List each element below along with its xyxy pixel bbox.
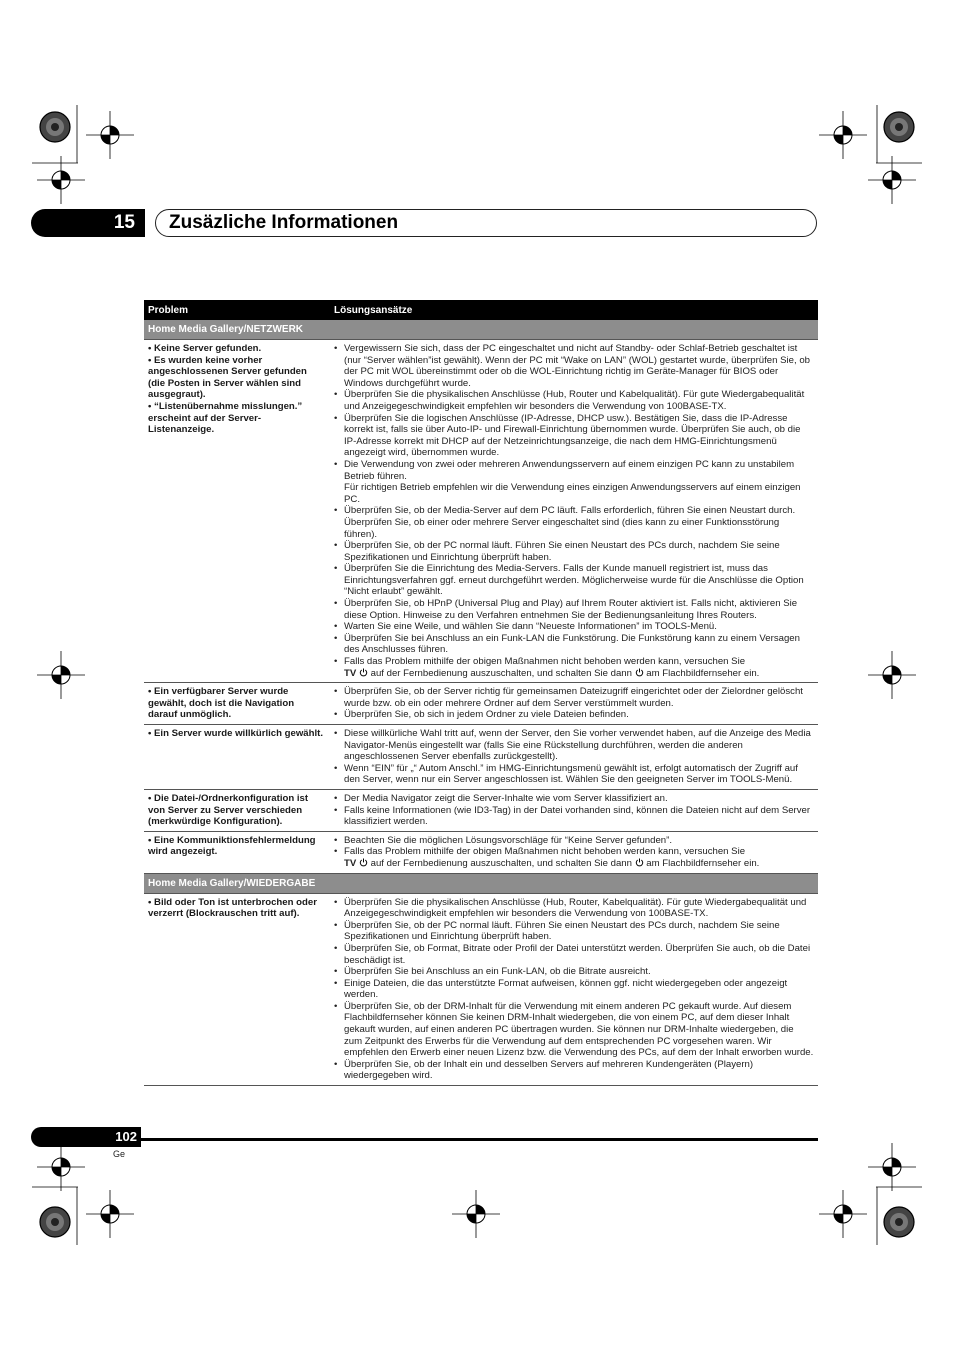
solution-item [334, 413, 814, 459]
problem-cell [144, 789, 330, 831]
section-title: Home Media Gallery/NETZWERK [144, 320, 818, 340]
section-row [144, 873, 818, 893]
page-number: 102 [31, 1127, 141, 1147]
table-row [144, 831, 818, 873]
solution-text: Überprüfen Sie, ob der PC normal läuft. Führen Sie einen Neustart des PCs durch, nachdem Sie seine Spezifikationen und Einrichtung überprüft haben. [344, 540, 780, 563]
table-row [144, 893, 818, 1086]
table-header-row [144, 300, 818, 320]
tv-button-label: TV [344, 857, 357, 869]
solution-text: Der Media Navigator zeigt die Server-Inhalte wie vom Server klassifiziert an. [344, 792, 668, 804]
solution-item [334, 943, 814, 966]
solutions-list [334, 686, 814, 721]
solution-text: Überprüfen Sie die physikalischen Anschlüsse (Hub, Router, Kabelqualität). Für gute Wiedergabequalität und Anzeigegeschwindigkeit empfehlen wir besonders die Verwendung von 100BASE-TX. [344, 896, 807, 920]
problem-text: • Die Datei-/Ordnerkonfiguration ist von Server zu Server verschieden (merkwürdige Konfiguration). [148, 792, 309, 828]
chapter-title: Zusäzliche Informationen [169, 212, 399, 233]
problem-cell [144, 683, 330, 725]
solution-item [334, 728, 814, 763]
solutions-cell [330, 789, 818, 831]
solution-text: Falls das Problem mithilfe der obigen Maßnahmen nicht behoben werden kann, versuchen Sie [344, 846, 746, 858]
troubleshooting-table [144, 300, 818, 1086]
solution-text: Falls das Problem mithilfe der obigen Maßnahmen nicht behoben werden kann, versuchen Sie [344, 656, 746, 668]
solution-item [334, 897, 814, 920]
solution-text: Überprüfen Sie, ob der Server richtig für gemeinsamen Dateizugriff eingerichtet oder der Zielordner gelöscht wurde bzw. ob ein oder mehrere Ordner auf dem Server verstümmelt wurden. [344, 686, 803, 709]
solution-item [334, 686, 814, 709]
power-icon [359, 668, 368, 677]
solutions-list [334, 343, 814, 679]
solutions-cell [330, 831, 818, 873]
solution-item [334, 805, 814, 828]
solution-text: Warten Sie eine Weile, und wählen Sie dann “Neueste Informationen” im TOOLS-Menü. [344, 621, 717, 633]
problem-text: • Eine Kommuniktionsfehlermeldung wird angezeigt. [148, 834, 316, 858]
instruction-text: auf der Fernbedienung auszuschalten, und schalten Sie dann [367, 857, 635, 869]
solutions-list [334, 793, 814, 828]
problem-text: • Ein Server wurde willkürlich gewählt. [148, 728, 324, 739]
solutions-list [334, 897, 814, 1083]
solution-text: Diese willkürliche Wahl tritt auf, wenn der Server, den Sie vorher verwendet haben, auf die Anzeige des Media Navigator-Menüs eingestellt war (falls Sie eine Rückstellung durchführen, werden die anderen angeschlossenen Server ebenfalls zurückgestellt). [344, 728, 811, 763]
tv-power-instruction [344, 668, 759, 679]
solution-item [334, 846, 814, 869]
language-code: Ge [113, 1149, 126, 1159]
solution-text: Überprüfen Sie, ob HPnP (Universal Plug and Play) auf Ihrem Router aktiviert ist. Falls nicht, aktivieren Sie diese Option. Hinweise zu den Verfahren entnehmen Sie der Bedienungsanleitung Ihres Routers. [344, 598, 798, 621]
section-title: Home Media Gallery/WIEDERGABE [144, 873, 818, 893]
footer-rule [141, 1138, 818, 1141]
problem-cell [144, 893, 330, 1086]
instruction-text: auf der Fernbedienung auszuschalten, und schalten Sie dann [367, 667, 635, 679]
solutions-cell [330, 893, 818, 1086]
problem-cell [144, 340, 330, 683]
solution-text: Wenn “EIN” für „“ Autom Anschl.” im HMG-Einrichtungsmenü gewählt ist, erfolgt automatisch der Zugriff auf den Server, wenn nur ein Server angeschlossen ist. Wählen Sie den geeigneten Server im TOOLS-Menü. [344, 762, 798, 786]
solution-item [334, 505, 814, 540]
problem-text: • Ein verfügbarer Server wurde gewählt, doch ist die Navigation darauf unmöglich. [148, 686, 295, 721]
solution-item [334, 966, 814, 978]
solution-item [334, 920, 814, 943]
solution-text: Überprüfen Sie, ob Format, Bitrate oder Profil der Datei unterstützt werden. Überprüfen Sie auch, ob die Datei beschädigt ist. [344, 942, 811, 966]
solution-text: Vergewissern Sie sich, dass der PC eingeschaltet und nicht auf Standby- oder Schlaf-Betrieb geschaltet ist (nur “Server wählen”ist gewählt). Wenn der PC mit “Wake on LAN” (WOL) gestartet wurde, überprüfen Sie, ob der PC mit WOL übereinstimmt oder ob die WOL-Einrichtung richtig im Geräte-Manager für BIOS oder Windows durchgeführt wurde. [344, 343, 811, 389]
solution-item [334, 793, 814, 805]
solution-item [334, 835, 814, 847]
problem-text: • Es wurden keine vorher angeschlossenen Server gefunden (die Posten in Server wählen sind ausgegraut). [148, 354, 307, 401]
solutions-list [334, 835, 814, 870]
solution-text: Überprüfen Sie bei Anschluss an ein Funk-LAN die Funkstörung. Die Funkstörung kann zu einem Versagen des Anschlusses führen. [344, 632, 800, 656]
solutions-cell [330, 340, 818, 683]
solution-text: Einige Dateien, die das unterstützte Format aufweisen, können ggf. nicht wiedergegeben oder angezeigt werden. [344, 977, 788, 1001]
solution-item [334, 459, 814, 505]
solution-text: Die Verwendung von zwei oder mehreren Anwendungsservern auf einem einzigen PC kann zu unstabilem Betrieb führen. Für richtigen Betrieb empfehlen wir die Verwendung eines einzigen Anwendungsservers auf einem einzigen PC. [344, 458, 801, 505]
solution-text: Überprüfen Sie die Einrichtung des Media-Servers. Falls der Kunde manuell registriert ist, muss das Einrichtungsverfahren ggf. erneut durchgeführt werden. Möglicherweise wurde für die Anschlüsse die Option “Nicht erlaubt” gewählt. [344, 563, 804, 598]
instruction-text: am Flachbildfernseher ein. [643, 667, 760, 679]
solution-item [334, 621, 814, 633]
section-row [144, 320, 818, 340]
solution-item [334, 343, 814, 389]
solution-text: Überprüfen Sie, ob der PC normal läuft. Führen Sie einen Neustart des PCs durch, nachdem Sie seine Spezifikationen und Einrichtung überprüft haben. [344, 919, 780, 943]
solution-item [334, 1059, 814, 1082]
table-row [144, 683, 818, 725]
solution-text: Beachten Sie die möglichen Lösungsvorschläge für “Keine Server gefunden”. [344, 834, 672, 846]
chapter-number: 15 [31, 209, 145, 237]
tv-button-label: TV [344, 667, 357, 679]
table-row [144, 725, 818, 790]
solution-text: Überprüfen Sie die physikalischen Anschlüsse (Hub, Router und Kabelqualität). Für gute Wiedergabequalität und Anzeigegeschwindigkeit empfehlen wir besonders die Verwendung von 100BASE-TX. [344, 389, 805, 412]
instruction-text: am Flachbildfernseher ein. [643, 857, 760, 869]
power-icon [359, 858, 368, 867]
solution-text: Überprüfen Sie, ob der Media-Server auf dem PC läuft. Falls erforderlich, führen Sie einen Neustart durch. Überprüfen Sie, ob einer oder mehrere Server eingeschaltet sind (dies kann zu einer Funktionsstörung führen). [344, 505, 796, 540]
solution-item [334, 709, 814, 721]
table-row [144, 789, 818, 831]
problem-cell [144, 725, 330, 790]
solution-item [334, 763, 814, 786]
solution-item [334, 978, 814, 1001]
header-problem: Problem [144, 300, 330, 320]
problem-text: • Bild oder Ton ist unterbrochen oder verzerrt (Blockrauschen tritt auf). [148, 896, 317, 920]
solutions-list [334, 728, 814, 786]
solution-text: Überprüfen Sie, ob der Inhalt ein und desselben Servers auf mehreren Kundengeräten (Playern) wiedergegeben wird. [344, 1058, 754, 1082]
solutions-cell [330, 725, 818, 790]
tv-power-instruction [344, 858, 759, 869]
solution-item [334, 656, 814, 679]
problem-cell [144, 831, 330, 873]
power-icon [635, 668, 644, 677]
header-solutions: Lösungsansätze [330, 300, 818, 320]
solution-item [334, 389, 814, 412]
table-row [144, 340, 818, 683]
solution-item [334, 633, 814, 656]
solution-text: Überprüfen Sie bei Anschluss an ein Funk-LAN, ob die Bitrate ausreicht. [344, 966, 651, 978]
solution-text: Überprüfen Sie, ob der DRM-Inhalt für die Verwendung mit einem anderen PC gekauft wurde. Auf diesem Flachbildfernseher können Sie keinen DRM-Inhalt wiedergeben, die von einem PC, auf dem dieser Inhalt gekauft wurden, auf einen anderen PC übertragen wurden. Sie können nur DRM-Inhalte wiedergeben, die zum Zeitpunkt des Erwerbs für die Verwendung auf dem entsprechenden PC vorgesehen waren. Wir empfehlen den Erwerb einer neuen Lizenz bzw. die Verwendung des PCs, auf dem der Inhalt erworben wurde. [344, 1000, 814, 1059]
solution-item [334, 540, 814, 563]
solution-text: Falls keine Informationen (wie ID3-Tag) in der Datei vorhanden sind, können die Dateien nicht auf dem Server klassifiziert werden. [344, 804, 811, 828]
solution-item [334, 1001, 814, 1059]
solutions-cell [330, 683, 818, 725]
solution-text: Überprüfen Sie, ob sich in jedem Ordner zu viele Dateien befinden. [344, 709, 629, 721]
power-icon [635, 858, 644, 867]
solution-item [334, 563, 814, 598]
problem-text: • Keine Server gefunden. [148, 343, 262, 354]
table-body [144, 320, 818, 1086]
solution-item [334, 598, 814, 621]
solution-text: Überprüfen Sie die logischen Anschlüsse (IP-Adresse, DHCP usw.). Bestätigen Sie, dass die IP-Adresse korrekt ist, falls sie über Auto-IP- und Firewall-Einrichtung übernommen wurde. Überprüfen Sie auch, ob die IP-Adresse korrekt mit DHCP auf der Netzeinrichtungsanzeige, die nach dem HMG-Einrichtungsmenü angezeigt wird, übernommen wurde. [344, 412, 801, 459]
problem-text: • “Listenübernahme misslungen.” erscheint auf der Server-Listenanzeige. [148, 400, 303, 436]
